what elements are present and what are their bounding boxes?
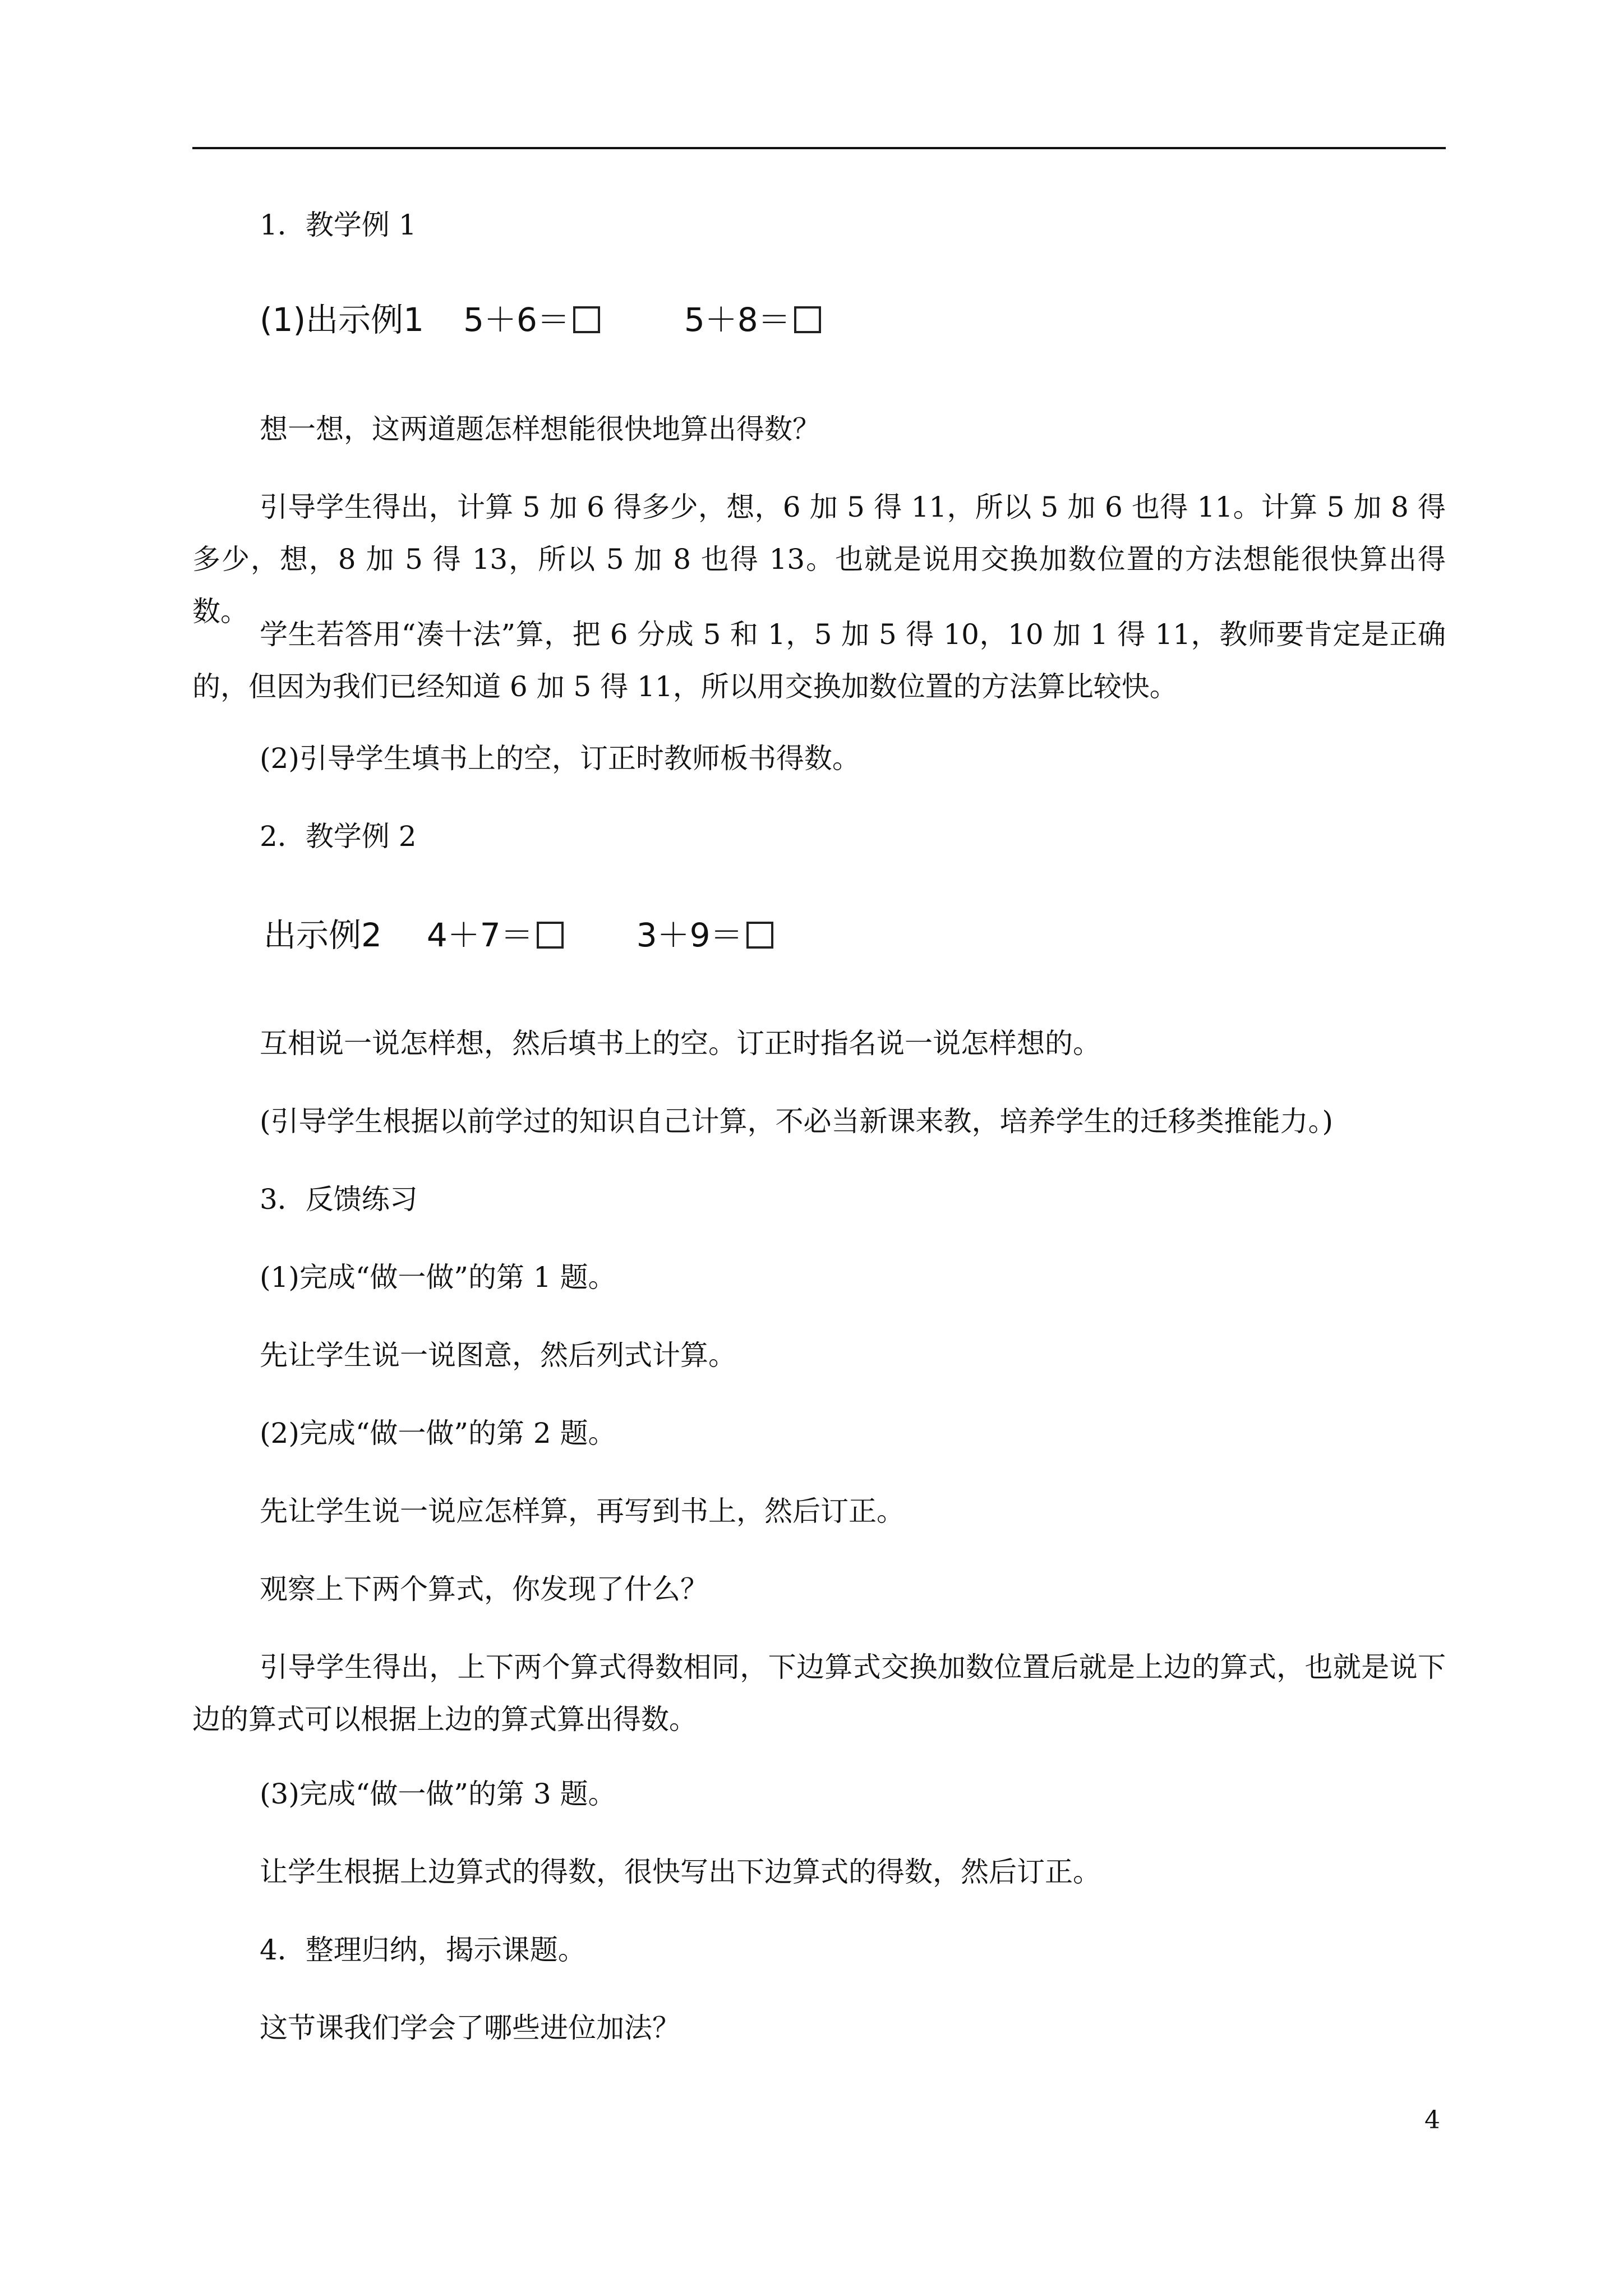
guidance-paragraph-1: 引导学生得出，计算 5 加 6 得多少，想，6 加 5 得 11，所以 5 加 6 也得 11。计算 5 加 8 得多少，想，8 加 5 得 13，所以 5 加 8 也得 13。也就是说用交换加数位置的方法想能很快算出得数。	[192, 491, 1446, 628]
observation-question: 观察上下两个算式，你发现了什么？	[260, 1573, 708, 1605]
exercise-item-1: (1)完成“做一做”的第 1 题。	[260, 1261, 616, 1294]
example-1-row	[260, 300, 821, 339]
example-2-expression-a: 4＋7＝	[426, 916, 533, 954]
header-rule	[192, 147, 1446, 149]
answer-box	[537, 922, 564, 949]
example-1-label: (1)出示例1	[260, 301, 425, 339]
exercise-note-2: 先让学生说一说应怎样算，再写到书上，然后订正。	[260, 1495, 905, 1527]
summary-question: 这节课我们学会了哪些进位加法？	[260, 2012, 680, 2044]
guidance-paragraph-4: 互相说一说怎样想，然后填书上的空。订正时指名说一说怎样想的。	[260, 1027, 1101, 1060]
page-number: 4	[1424, 2106, 1440, 2134]
section-heading-1: 1．教学例 1	[260, 209, 417, 241]
example-2-expression-b: 3＋9＝	[636, 916, 743, 954]
exercise-note-3: 让学生根据上边算式的得数，很快写出下边算式的得数，然后订正。	[260, 1856, 1101, 1888]
exercise-note-1: 先让学生说一说图意，然后列式计算。	[260, 1339, 736, 1372]
section-heading-3: 3．反馈练习	[260, 1183, 418, 1216]
guidance-paragraph-5: (引导学生根据以前学过的知识自己计算，不必当新课来教，培养学生的迁移类推能力。)	[260, 1105, 1334, 1138]
answer-box	[573, 306, 600, 333]
observation-guidance: 引导学生得出，上下两个算式得数相同，下边算式交换加数位置后就是上边的算式，也就是说下边的算式可以根据上边的算式算出得数。	[192, 1651, 1446, 1736]
question-paragraph: 想一想，这两道题怎样想能很快地算出得数？	[260, 413, 820, 445]
example-1-expression-b: 5＋8＝	[684, 301, 791, 339]
example-2-row	[264, 915, 773, 955]
guidance-paragraph-3: (2)引导学生填书上的空，订正时教师板书得数。	[260, 742, 860, 775]
example-1-expression-a: 5＋6＝	[463, 301, 570, 339]
example-2-label: 出示例2	[264, 916, 382, 954]
exercise-item-3: (3)完成“做一做”的第 3 题。	[260, 1778, 616, 1810]
exercise-item-2: (2)完成“做一做”的第 2 题。	[260, 1417, 616, 1450]
section-heading-2: 2．教学例 2	[260, 820, 417, 853]
answer-box	[746, 922, 773, 949]
section-heading-4: 4．整理归纳，揭示课题。	[260, 1934, 586, 1966]
guidance-paragraph-2: 学生若答用“凑十法”算，把 6 分成 5 和 1，5 加 5 得 10，10 加 1 得 11，教师要肯定是正确的，但因为我们已经知道 6 加 5 得 11，所以用交换加数位置的方法算比较快。	[192, 618, 1446, 703]
answer-box	[794, 306, 821, 333]
